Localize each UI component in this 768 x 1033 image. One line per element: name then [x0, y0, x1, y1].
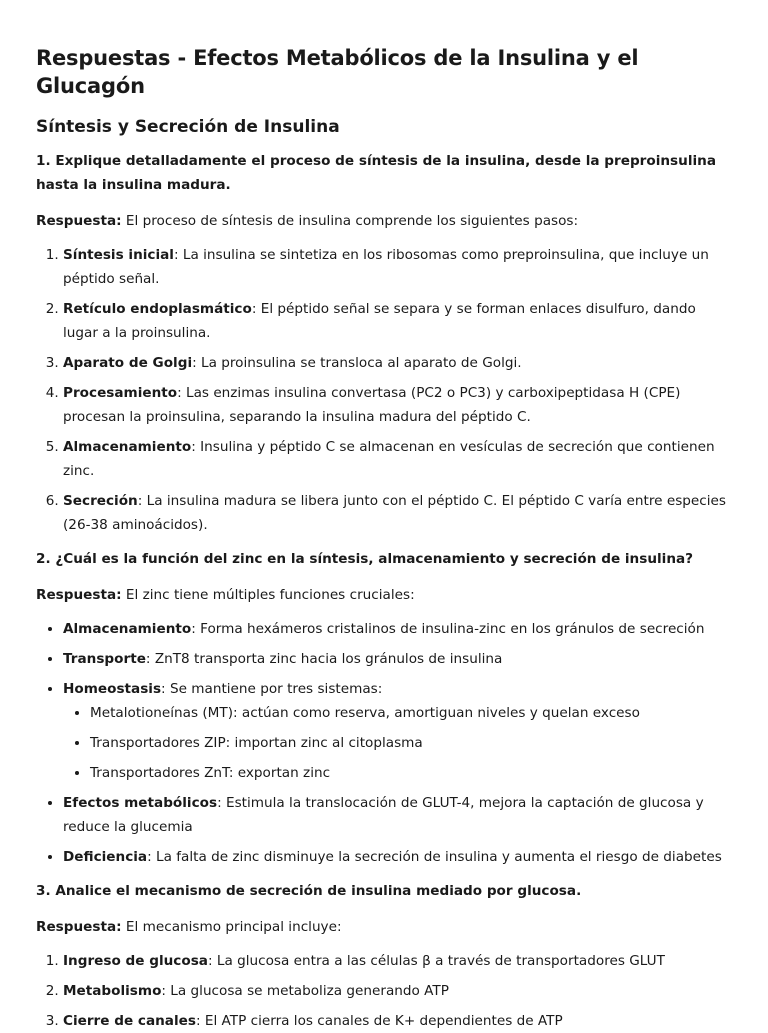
list-item: [63, 949, 732, 973]
bullet-text: : Estimula la translocación de GLUT-4, mejora la captación de glucosa y reduce la glucemia: [63, 795, 704, 835]
step-text: : La glucosa se metaboliza generando ATP: [161, 983, 449, 999]
bullet-text: : Forma hexámeros cristalinos de insulina-zinc en los gránulos de secreción: [191, 621, 705, 637]
sub-list-item: • Transportadores ZIP: importan zinc al citoplasma: [90, 731, 732, 755]
step-text: : La insulina madura se libera junto con el péptido C. El péptido C varía entre especies (26-38 aminoácidos).: [63, 493, 726, 533]
question-2: 2. ¿Cuál es la función del zinc en la síntesis, almacenamiento y secreción de insulina?: [36, 551, 694, 567]
step-text: : La insulina se sintetiza en los ribosomas como preproinsulina, que incluye un péptido señal.: [63, 247, 709, 287]
list-item: [63, 489, 732, 537]
answer-3-intro: [36, 916, 732, 938]
section-heading: Síntesis y Secreción de Insulina: [36, 117, 340, 137]
step-term: Síntesis inicial: [63, 247, 174, 263]
step-term: Secreción: [63, 493, 138, 509]
q1-steps-list: [36, 243, 732, 537]
bullet-term: Transporte: [63, 651, 146, 667]
step-text: : El péptido señal se separa y se forman enlaces disulfuro, dando lugar a la proinsulina.: [63, 301, 696, 341]
sub-list-item: • Metalotioneínas (MT): actúan como reserva, amortiguan niveles y quelan exceso: [90, 701, 732, 725]
answer-text: El zinc tiene múltiples funciones cruciales:: [121, 587, 415, 603]
question-1: 1. Explique detalladamente el proceso de síntesis de la insulina, desde la preproinsulina hasta la insulina madura.: [36, 153, 716, 193]
sub-list-item: • Transportadores ZnT: exportan zinc: [90, 761, 732, 785]
bullet-term: Efectos metabólicos: [63, 795, 218, 811]
step-term: Metabolismo: [63, 983, 162, 999]
answer-label: Respuesta:: [36, 213, 122, 229]
bullet-text: : ZnT8 transporta zinc hacia los gránulos de insulina: [145, 651, 503, 667]
q3-steps-list: [36, 949, 732, 1033]
step-text: : La glucosa entra a las células β a través de transportadores GLUT: [207, 953, 665, 969]
step-term: Almacenamiento: [63, 439, 192, 455]
step-text: : El ATP cierra los canales de K+ dependientes de ATP: [195, 1013, 563, 1029]
step-term: Cierre de canales: [63, 1013, 196, 1029]
answer-label: Respuesta:: [36, 587, 122, 603]
step-text: : Las enzimas insulina convertasa (PC2 o PC3) y carboxipeptidasa H (CPE) procesan la proinsulina, separando la insulina madura del péptido C.: [63, 385, 681, 425]
bullet-term: Almacenamiento: [63, 621, 192, 637]
answer-text: El mecanismo principal incluye:: [121, 919, 342, 935]
list-item: [63, 647, 732, 671]
step-text: : La proinsulina se transloca al aparato de Golgi.: [192, 355, 522, 371]
step-term: Aparato de Golgi: [63, 355, 193, 371]
bullet-text: : La falta de zinc disminuye la secreción de insulina y aumenta el riesgo de diabetes: [147, 849, 722, 865]
step-text: : Insulina y péptido C se almacenan en vesículas de secreción que contienen zinc.: [63, 439, 715, 479]
bullet-text: : Se mantiene por tres sistemas:: [161, 681, 383, 697]
homeostasis-sublist: [63, 701, 732, 785]
bullet-term: Deficiencia: [63, 849, 148, 865]
list-item: [63, 435, 732, 483]
list-item: [63, 381, 732, 429]
list-item: [63, 243, 732, 291]
answer-1-intro: [36, 210, 732, 232]
answer-text: El proceso de síntesis de insulina comprende los siguientes pasos:: [121, 213, 579, 229]
list-item: [63, 845, 732, 869]
list-item: [63, 677, 732, 785]
list-item: [63, 297, 732, 345]
step-term: Procesamiento: [63, 385, 178, 401]
q2-bullet-list: [36, 617, 732, 869]
list-item: [63, 791, 732, 839]
page-title: Respuestas - Efectos Metabólicos de la Insulina y el Glucagón: [36, 46, 639, 98]
list-item: [63, 979, 732, 1003]
answer-label: Respuesta:: [36, 919, 122, 935]
list-item: [63, 1009, 732, 1033]
answer-2-intro: [36, 584, 732, 606]
list-item: [63, 617, 732, 641]
question-3: 3. Analice el mecanismo de secreción de insulina mediado por glucosa.: [36, 883, 582, 899]
bullet-term: Homeostasis: [63, 681, 162, 697]
step-term: Retículo endoplasmático: [63, 301, 252, 317]
list-item: [63, 351, 732, 375]
step-term: Ingreso de glucosa: [63, 953, 208, 969]
